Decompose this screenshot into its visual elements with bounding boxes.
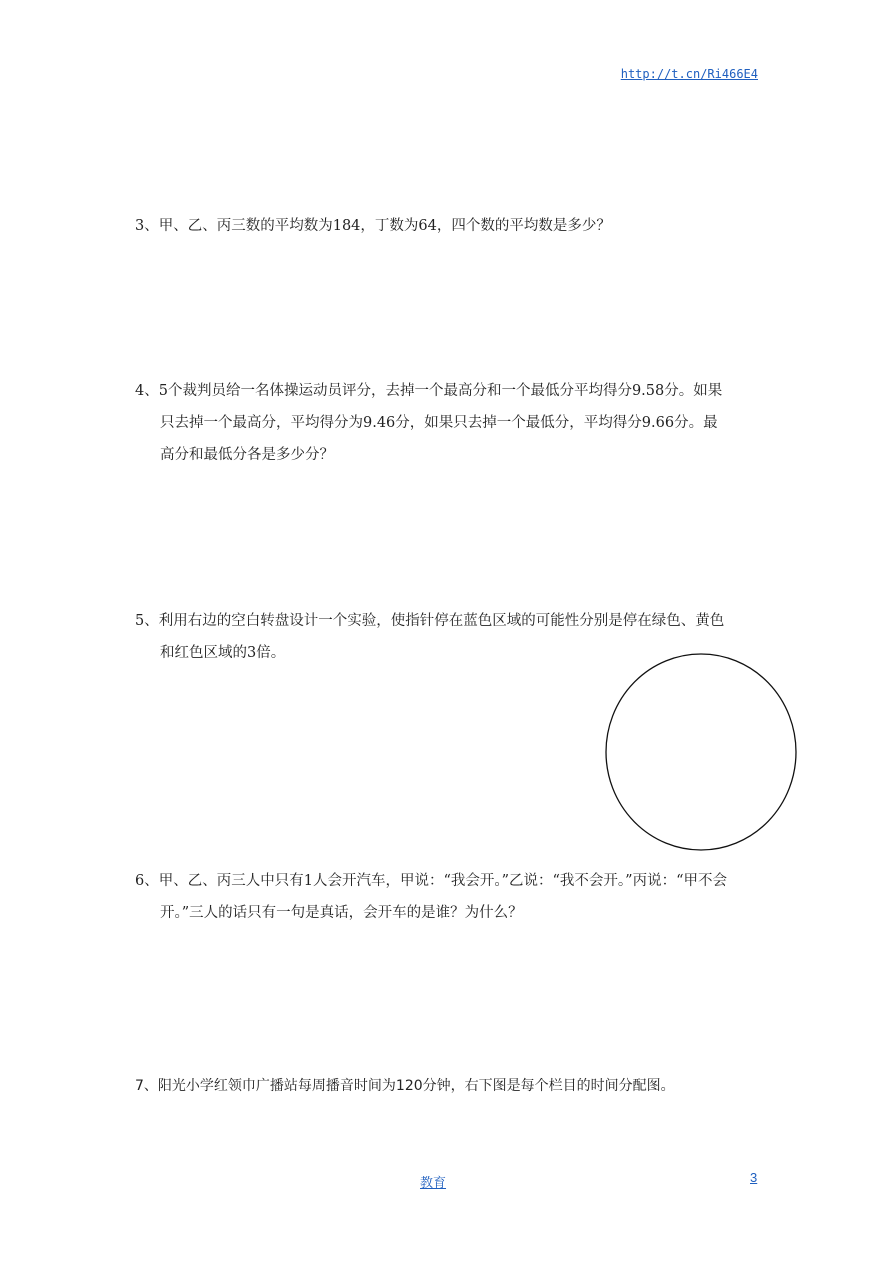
header-link[interactable]: http://t.cn/Ri466E4 [620, 67, 758, 81]
question-7 [135, 1070, 765, 1102]
page-number[interactable]: 3 [750, 1170, 758, 1185]
question-3 [135, 210, 765, 242]
question-6-line-2: 开。”三人的话只有一句是真话，会开车的是谁？为什么？ [160, 905, 523, 921]
question-5-line-2: 和红色区域的3倍。 [160, 645, 286, 661]
question-4-line-1: 4、5个裁判员给一名体操运动员评分，去掉一个最高分和一个最低分平均得分9.58分。如果 [135, 383, 723, 399]
question-7-line-1: 7、阳光小学红领巾广播站每周播音时间为120分钟，右下图是每个栏目的时间分配图。 [135, 1078, 675, 1094]
question-4-line-3: 高分和最低分各是多少分？ [160, 447, 334, 463]
blank-spinner-circle [604, 652, 798, 852]
question-4 [135, 375, 765, 471]
question-6-line-1: 6、甲、乙、丙三人中只有1人会开汽车，甲说：“我会开。”乙说：“我不会开。”丙说：“甲不会 [135, 873, 728, 889]
footer-link[interactable]: 教育 [420, 1176, 447, 1191]
question-4-line-2: 只去掉一个最高分，平均得分为9.46分，如果只去掉一个最低分，平均得分9.66分。最 [160, 415, 718, 431]
question-6 [135, 865, 765, 929]
question-5-line-1: 5、利用右边的空白转盘设计一个实验，使指针停在蓝色区域的可能性分别是停在绿色、黄色 [135, 613, 725, 629]
question-3-line-1: 3、甲、乙、丙三数的平均数为184，丁数为64，四个数的平均数是多少？ [135, 218, 611, 234]
